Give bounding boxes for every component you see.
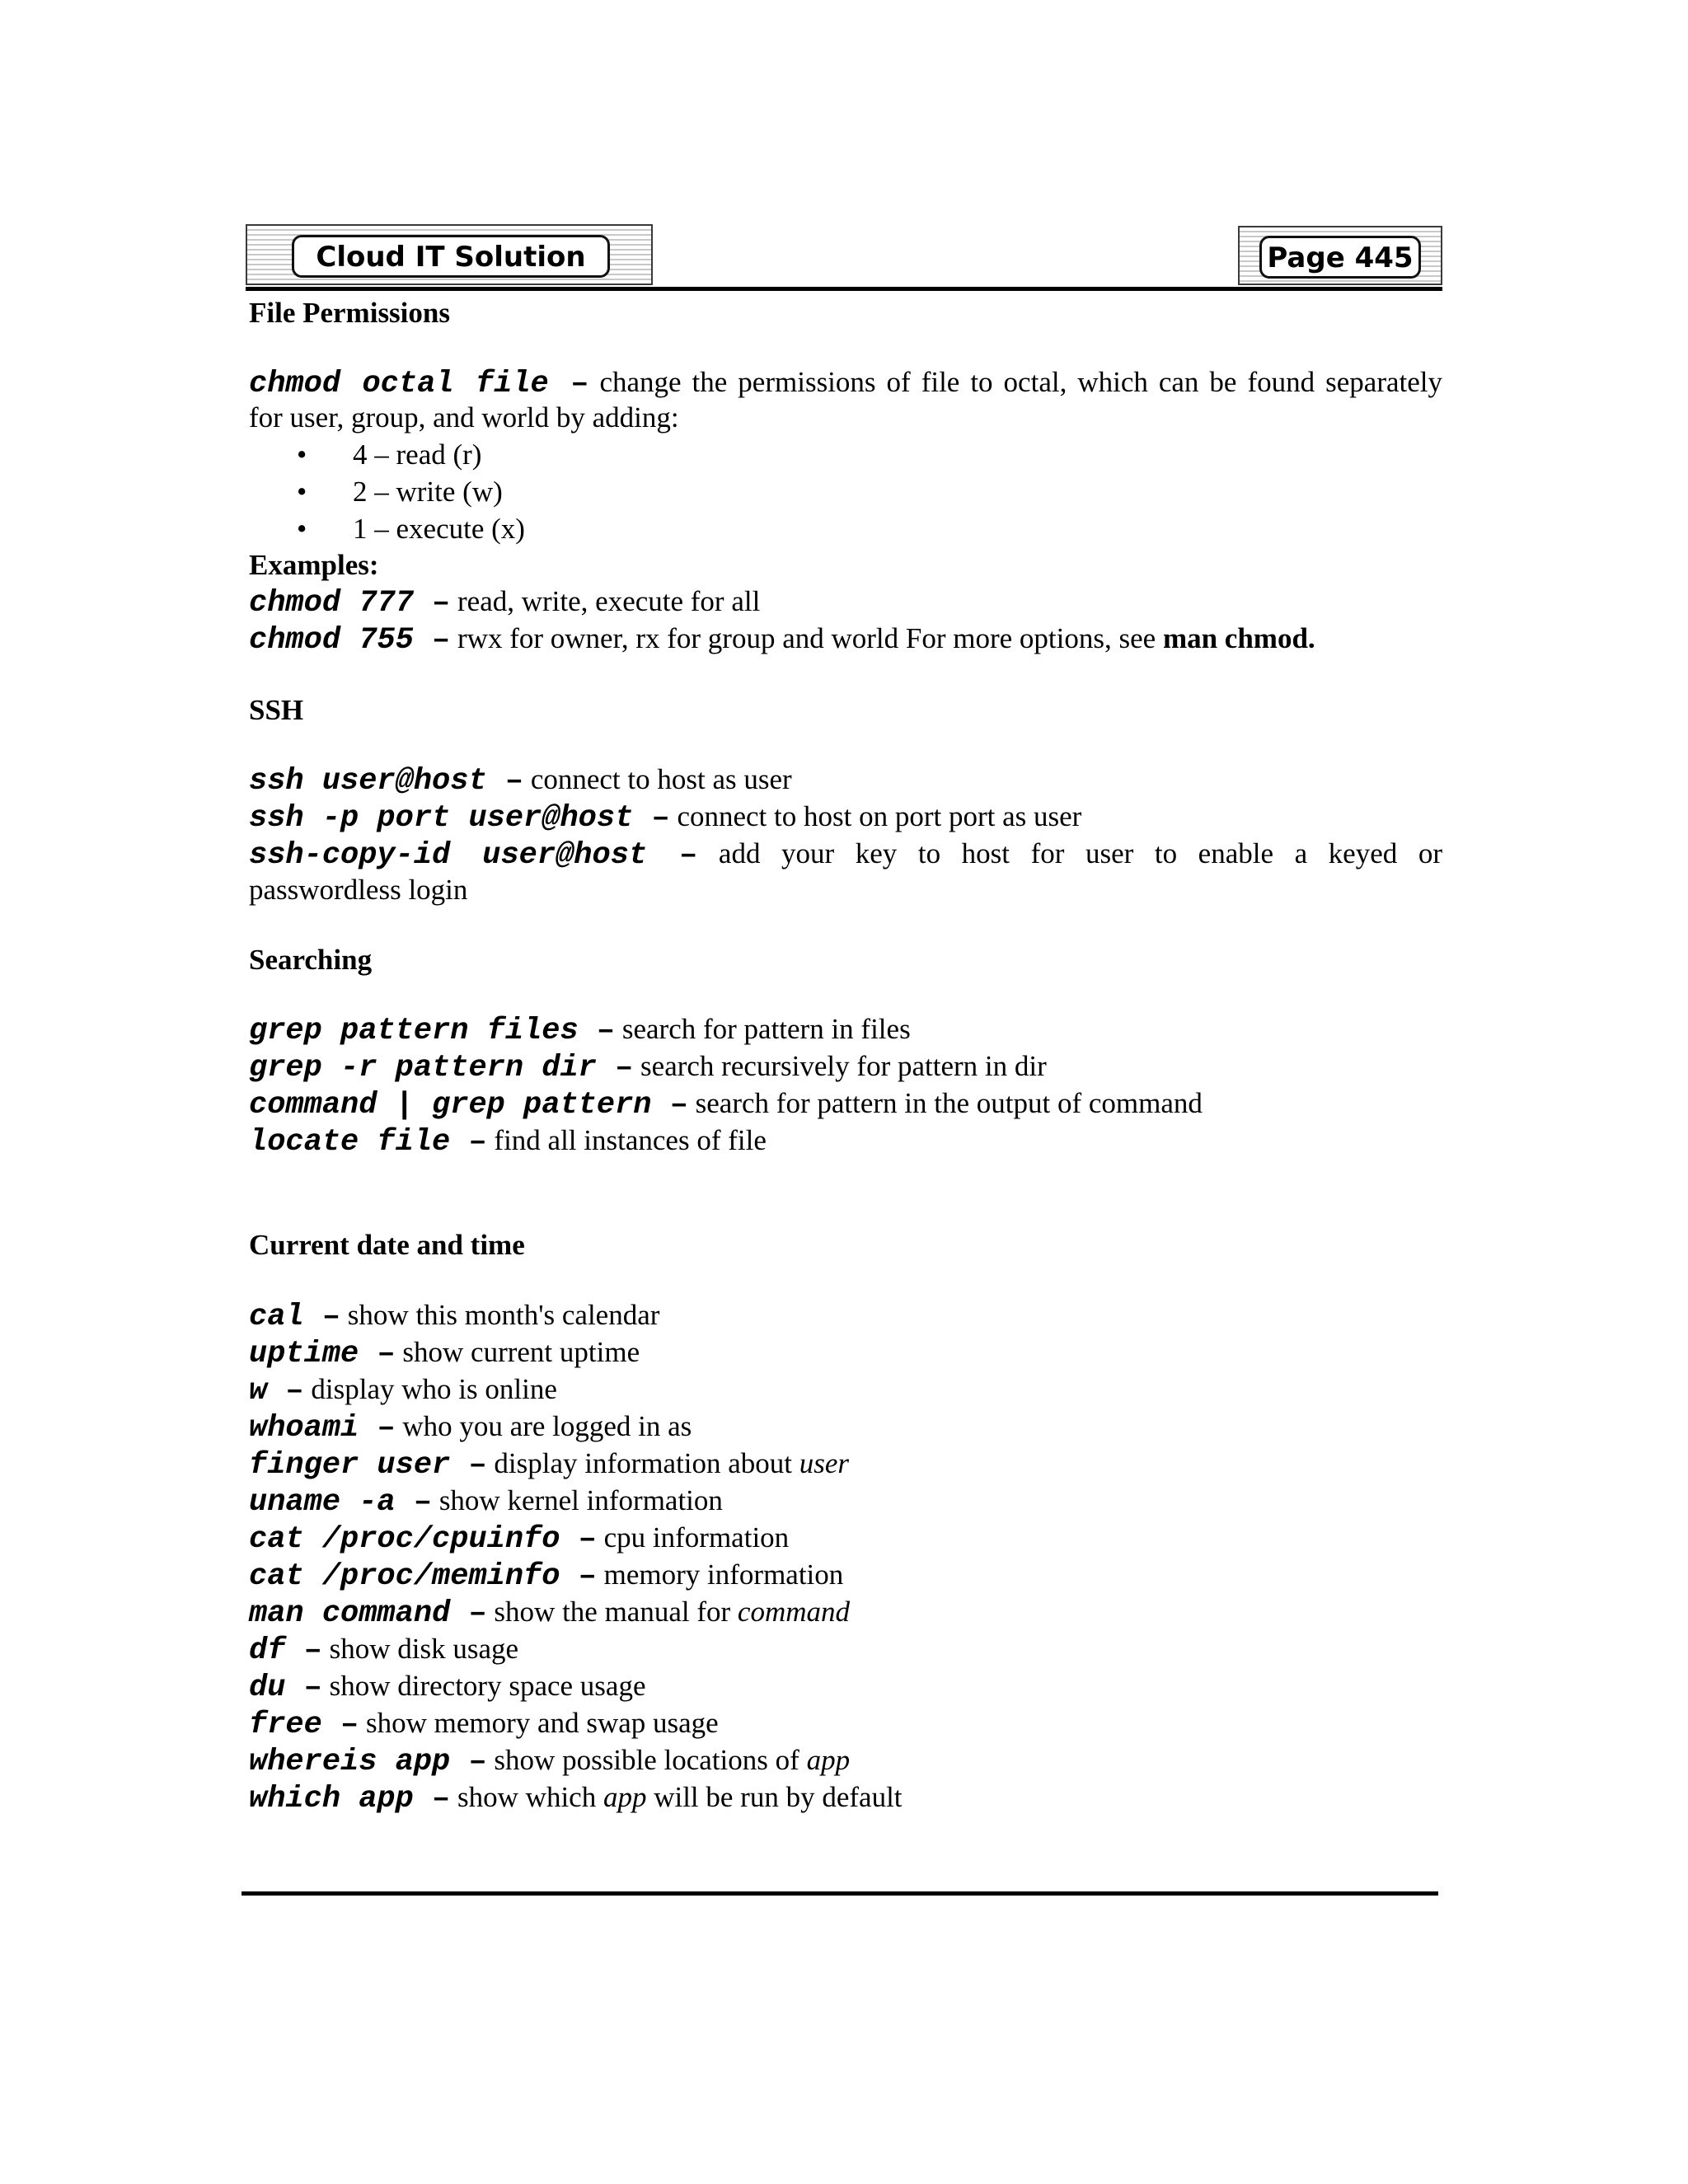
description-text: connect to host as user	[523, 763, 792, 795]
command-line	[249, 1483, 1442, 1520]
header-title: Cloud IT Solution	[292, 235, 610, 278]
description-text: show possible locations of	[486, 1744, 807, 1776]
command-line	[249, 1632, 1442, 1668]
command-line	[249, 1669, 1442, 1705]
command-text: w	[249, 1374, 268, 1408]
command-text: df	[249, 1633, 286, 1668]
command-line	[249, 1706, 1442, 1742]
dash: –	[450, 1125, 487, 1160]
dash: –	[413, 623, 451, 658]
command-line	[249, 1372, 1442, 1408]
command-line	[249, 621, 1442, 658]
section-heading-date-time: Current date and time	[249, 1229, 525, 1261]
description-text: show directory space usage	[321, 1670, 646, 1702]
command-text: ssh user@host	[249, 764, 487, 799]
bullet-text: 1 – execute (x)	[353, 513, 525, 545]
command-line	[249, 1595, 1442, 1631]
dash: –	[359, 1337, 396, 1371]
command-line	[249, 1123, 1442, 1160]
command-line	[249, 1298, 1442, 1334]
emphasis-text: user	[799, 1447, 850, 1479]
command-text: finger user	[249, 1448, 451, 1483]
bullet-icon: •	[297, 438, 307, 471]
command-line	[249, 1012, 1442, 1048]
command-text: cat /proc/cpuinfo	[249, 1522, 560, 1557]
description-text: show kernel information	[432, 1484, 723, 1516]
command-text: whoami	[249, 1411, 359, 1446]
description-text: cpu information	[596, 1521, 790, 1554]
bullet-icon: •	[297, 513, 307, 545]
command-text: ssh-copy-id user@host	[249, 838, 648, 873]
command-line	[249, 762, 1442, 799]
command-text: chmod 777	[249, 586, 414, 621]
description-text: display information about	[486, 1447, 799, 1479]
section-heading-searching: Searching	[249, 944, 373, 976]
command-line	[249, 799, 1442, 836]
description-text: show disk usage	[321, 1633, 519, 1665]
dash: –	[450, 1745, 487, 1779]
description-text: show which	[450, 1781, 603, 1813]
command-text: locate file	[249, 1125, 451, 1160]
dash: –	[359, 1411, 396, 1446]
command-line	[249, 1335, 1442, 1371]
dash: –	[321, 1708, 359, 1742]
description-text: memory information	[596, 1558, 844, 1591]
command-text: command | grep pattern	[249, 1088, 652, 1122]
command-text: cat /proc/meminfo	[249, 1559, 560, 1594]
description-text: show the manual for	[486, 1596, 738, 1628]
command-text: ssh -p port user@host	[249, 801, 634, 836]
dash: –	[486, 764, 524, 799]
dash: –	[633, 801, 670, 836]
bullet-icon: •	[297, 476, 307, 508]
dash: –	[413, 586, 451, 621]
emphasis-text: app	[806, 1744, 851, 1776]
command-text: which app	[249, 1782, 414, 1816]
description-text: show this month's calendar	[340, 1299, 660, 1331]
description-text: find all instances of file	[486, 1124, 767, 1156]
chmod-intro-line	[249, 365, 1442, 401]
command-line	[249, 837, 1442, 873]
dash: –	[560, 1522, 597, 1557]
header-divider	[246, 287, 1442, 291]
dash: –	[267, 1374, 304, 1408]
dash: –	[413, 1782, 451, 1816]
emphasis-text: command	[737, 1596, 850, 1628]
bullet-text: 2 – write (w)	[353, 476, 503, 508]
footer-divider	[241, 1891, 1438, 1896]
dash: –	[651, 1088, 688, 1122]
description-text: change the permissions of file to octal, which can be found separately	[588, 366, 1442, 398]
command-text: cal	[249, 1300, 304, 1334]
dash: –	[450, 1596, 487, 1631]
dash: –	[450, 1448, 487, 1483]
description-text: who you are logged in as	[395, 1410, 692, 1442]
examples-label: Examples:	[249, 549, 379, 581]
chmod-intro-line-2: for user, group, and world by adding:	[249, 401, 679, 434]
command-line	[249, 1558, 1442, 1594]
command-text: free	[249, 1708, 322, 1742]
description-text: show memory and swap usage	[359, 1707, 719, 1739]
command-line	[249, 1049, 1442, 1085]
dash: –	[578, 1014, 616, 1048]
dash: –	[596, 1051, 634, 1085]
command-text: uptime	[249, 1337, 359, 1371]
description-text: read, write, execute for all	[450, 585, 761, 617]
dash: –	[285, 1633, 322, 1668]
description-text: show current uptime	[395, 1336, 640, 1368]
bullet-text: 4 – read (r)	[353, 438, 482, 471]
header-title-box	[246, 224, 653, 285]
description-text: display who is online	[303, 1373, 557, 1405]
header-page-box	[1238, 226, 1442, 285]
section-heading-ssh: SSH	[249, 694, 304, 726]
command-text: du	[249, 1671, 286, 1705]
command-text: man command	[249, 1596, 451, 1631]
command-line	[249, 1780, 1442, 1816]
description-text: add your key to host for user to enable a keyed or	[697, 837, 1442, 869]
man-chmod-reference: man chmod.	[1162, 622, 1315, 654]
command-line	[249, 1743, 1442, 1779]
dash: –	[285, 1671, 322, 1705]
command-line-continuation: passwordless login	[249, 874, 468, 906]
command-line	[249, 1446, 1442, 1483]
command-line	[249, 1409, 1442, 1446]
page-number: Page 445	[1259, 236, 1421, 279]
description-text: search for pattern in the output of command	[687, 1087, 1203, 1119]
command-text: chmod 755	[249, 623, 414, 658]
description-text: search recursively for pattern in dir	[633, 1050, 1047, 1082]
description-text: rwx for owner, rx for group and world For more options, see	[450, 622, 1163, 654]
description-text: search for pattern in files	[615, 1013, 911, 1045]
command-text: uname -a	[249, 1485, 396, 1520]
dash: –	[303, 1300, 341, 1334]
dash: –	[395, 1485, 433, 1520]
description-text: connect to host on port port as user	[669, 800, 1082, 832]
dash: –	[647, 838, 698, 873]
command-text: whereis app	[249, 1745, 451, 1779]
section-heading-file-permissions: File Permissions	[249, 297, 450, 329]
command-line	[249, 1086, 1442, 1122]
command-text: chmod octal file	[249, 367, 549, 401]
dash: –	[548, 367, 589, 401]
description-text-after: will be run by default	[646, 1781, 903, 1813]
command-line	[249, 584, 1442, 621]
emphasis-text: app	[603, 1781, 647, 1813]
command-text: grep pattern files	[249, 1014, 579, 1048]
dash: –	[560, 1559, 597, 1594]
command-line	[249, 1521, 1442, 1557]
command-text: grep -r pattern dir	[249, 1051, 597, 1085]
